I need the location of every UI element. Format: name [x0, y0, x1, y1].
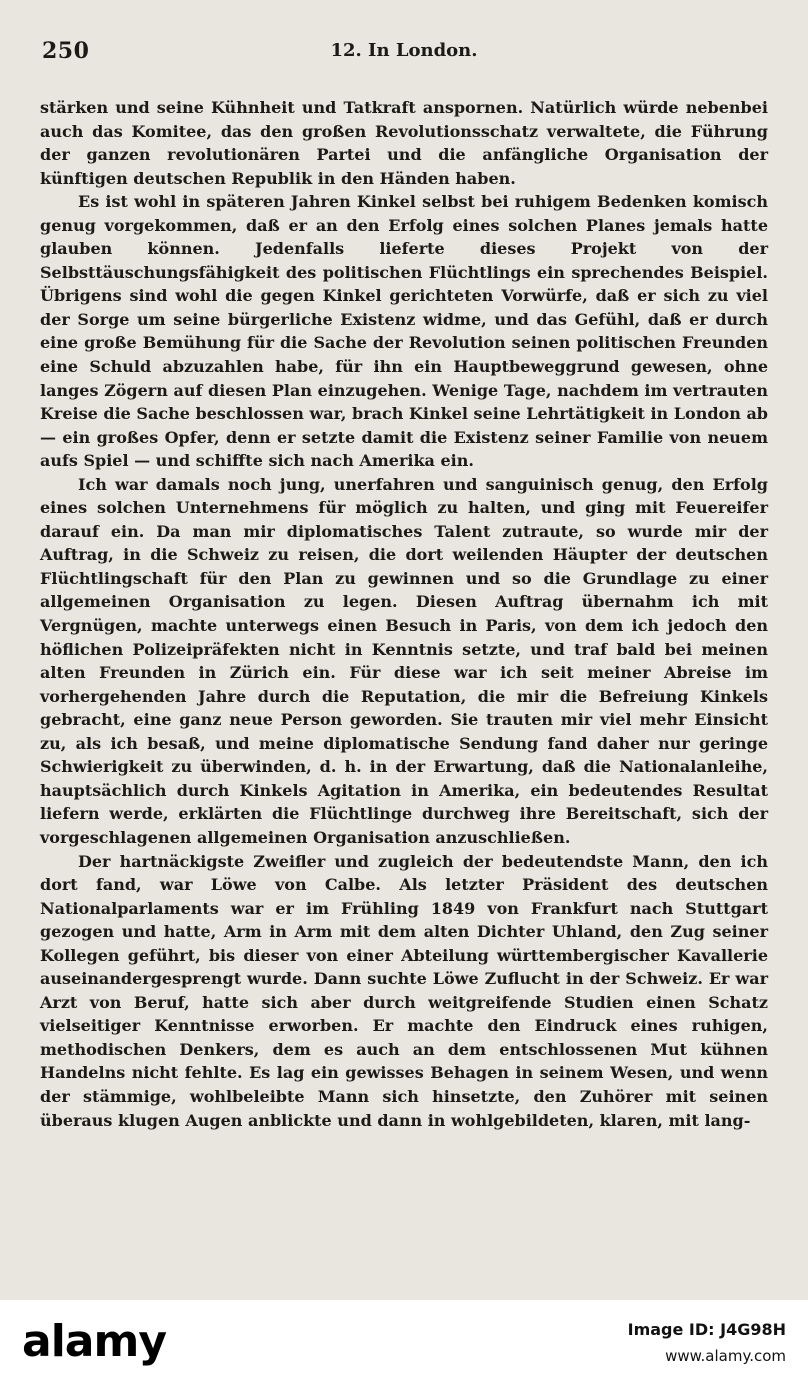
body-text — [40, 96, 768, 1132]
paragraph: Der hartnäckigste Zweifler und zugleich der bedeutendste Mann, den ich dort fand, war Löwe von Calbe. Als letzter Präsident des deutschen Nationalparlaments war er im Frühling 1849 von Frankfurt nach Stuttgart gezogen und hatte, Arm in Arm mit dem alten Dichter Uhland, den Zug seiner Kollegen geführt, bis dieser von einer Abteilung württembergischer Kavallerie auseinandergesprengt wurde. Dann suchte Löwe Zuflucht in der Schweiz. Er war Arzt von Beruf, hatte sich aber durch weitgreifende Studien einen Schatz vielseitiger Kenntnisse erworben. Er machte den Eindruck eines ruhigen, methodischen Denkers, dem es auch an dem entschlossenen Mut kühnen Handelns nicht fehlte. Es lag ein gewisses Behagen in seinem Wesen, und wenn der stämmige, wohlbeleibte Mann sich hinsetzte, den Zuhörer mit seinen überaus klugen Augen anblickte und dann in wohlgebildeten, klaren, mit lang- — [40, 851, 768, 1130]
paragraph: Es ist wohl in späteren Jahren Kinkel selbst bei ruhigem Bedenken komisch genug vorgekommen, daß er an den Erfolg eines solchen Planes jemals hatte glauben können. Jedenfalls lieferte dieses Projekt von der Selbsttäuschungsfähigkeit des politischen Flüchtlings ein sprechendes Beispiel. Übrigens sind wohl die gegen Kinkel gerichteten Vorwürfe, daß er sich zu viel der Sorge um seine bürgerliche Existenz widme, und das Gefühl, daß er durch eine große Bemühung für die Sache der Revolution seinen politischen Freunden eine Schuld abzuzahlen habe, für ihn ein Hauptbeweggrund gewesen, ohne langes Zögern auf diesen Plan einzugehen. Wenige Tage, nachdem im vertrauten Kreise die Sache beschlossen war, brach Kinkel seine Lehrtätigkeit in London ab — ein großes Opfer, denn er setzte damit die Existenz seiner Familie von neuem aufs Spiel — und schiffte sich nach Amerika ein. — [40, 192, 768, 471]
alamy-logo: alamy — [22, 1316, 166, 1367]
page-number: 250 — [42, 38, 90, 64]
site-url: www.alamy.com — [665, 1347, 786, 1365]
running-title: 12. In London. — [330, 40, 478, 61]
image-meta — [628, 1320, 786, 1365]
paragraph: stärken und seine Kühnheit und Tatkraft anspornen. Natürlich würde nebenbei auch das Komitee, das den großen Revolutionsschatz verwaltete, die Führung der ganzen revolutionären Partei und die anfängliche Organisation der künftigen deutschen Republik in den Händen haben. — [40, 98, 768, 188]
image-id: Image ID: J4G98H — [627, 1320, 786, 1339]
paragraph: Ich war damals noch jung, unerfahren und sanguinisch genug, den Erfolg eines solchen Unternehmens für möglich zu halten, und ging mit Feuereifer darauf ein. Da man mir diplomatisches Talent zutraute, so wurde mir der Auftrag, in die Schweiz zu reisen, die dort weilenden Häupter der deutschen Flüchtlingschaft für den Plan zu gewinnen und so die Grundlage zu einer allgemeinen Organisation zu legen. Diesen Auftrag übernahm ich mit Vergnügen, machte unterwegs einen Besuch in Paris, von dem ich jedoch den höflichen Polizeipräfekten nicht in Kenntnis setzte, und traf bald bei meinen alten Freunden in Zürich ein. Für diese war ich seit meiner Abreise im vorhergehenden Jahre durch die Reputation, die mir die Befreiung Kinkels gebracht, eine ganz neue Person geworden. Sie trauten mir viel mehr Einsicht zu, als ich besaß, und meine diplomatische Sendung fand daher nur geringe Schwierigkeit zu überwinden, d. h. in der Erwartung, daß die Nationalanleihe, hauptsächlich durch Kinkels Agitation in Amerika, ein bedeutendes Resultat liefern werde, erklärten die Flüchtlinge durchweg ihre Bereitschaft, sich der vorgeschlagenen allgemeinen Organisation anzuschließen. — [40, 474, 768, 847]
